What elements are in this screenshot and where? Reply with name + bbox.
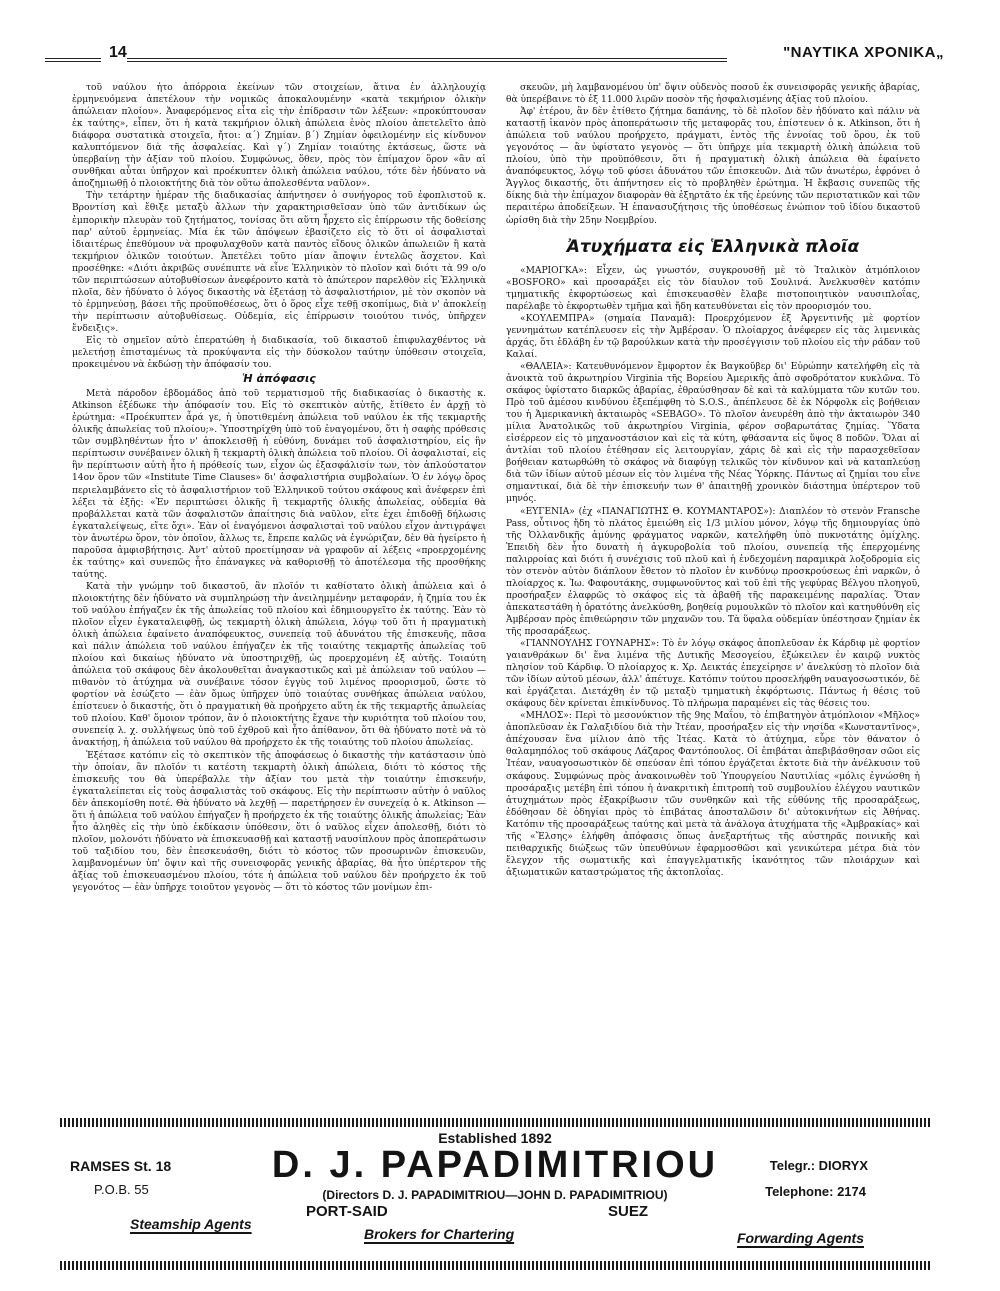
incident-paragraph: «ΜΗΛΟΣ»: Περὶ τὸ μεσονύκτιον τῆς 9ης Μαΐου, τὸ ἐπιβατηγὸν ἀτμόπλοιον «Μῆλος» ἀποπλεῦσαν ἐκ Γαλαξιδίου διὰ τὴν Ἰτέαν, προσήραξεν εἰς τὴν νησίδα «Κωνσταντῖνος», ἀπέχουσαν ἕνα μίλιον ἀπὸ τῆς Ἰτέας. Κατὰ τὸ ἀτύχημα, εὗρε τὸν θάνατον ὁ θαλαμηπόλος τοῦ σκάφους Λάζαρος Φαντόπουλος. Οἱ ἐπιβάται ἀπεβιβάσθησαν σῶοι εἰς Ἰτέαν, ναυαγοσωστικὸν δὲ σπεύσαν ἐπὶ τόπου ἐργάζεται ἐκτοτε διὰ τὴν ἀνέλκυσιν τοῦ σκάφους. Συμφώνως πρὸς ἀνακοινωθὲν τοῦ Ὑπουργείου Ναυτιλίας «μόλις ἐγνώσθη ἡ προσάραξις μετέβη ἐπὶ τόπου ἡ ἀνακριτικὴ ἐπιτροπὴ τοῦ συμβουλίου ἐλέγχου ναυτικῶν ἀτυχημάτων πρὸς ἐξακρίβωσιν τῶν συνθηκῶν καὶ τῆς εὐθύνης τῆς προσαράξεως, ἐδόθησαν δὲ ὁδηγίαι πρὸς τὸ ἐπιβάτας ἀποσταλῶσιν δι' αὐτοκινήτων εἰς Ἀθήνας. Κατόπιν τῆς προσαράξεως ταύτης καὶ μετὰ τὰ ἀνάλογα ἀτυχήματα τῆς «Ἀμβρακίας» καὶ τῆς «Ἔλσης» ἐλήφθη ἀπόφασις ὅπως ἀνεξαρτήτως τῆς αὐστηρᾶς ποινικῆς καὶ πειθαρχικῆς διώξεως τῶν ὑπευθύνων ἐφαρμοσθῶσι καὶ γενικώτερα μέτρα διὰ τὸν ἔλεγχον τῆς σωματικῆς καὶ ἐπαγγελματικῆς ἱκανότητος τῶν πλοιάρχων καὶ ἀξιωματικῶν καταστρώματος τῆς ἀκτοπλοΐας. xyxy=(506,711,920,878)
right-column xyxy=(506,82,920,1094)
ad-address: RAMSES St. 18 xyxy=(70,1158,172,1174)
ad-border-bottom xyxy=(60,1261,930,1270)
incident-paragraph: «ΜΑΡΙΟΓΚΑ»: Εἶχεν, ὡς γνωστόν, συγκρουσθῇ μὲ τὸ Ἰταλικὸν ἀτμόπλοιον «BOSFORO» καὶ προσαράξει εἰς τὸν δίαυλον τοῦ Σουλινά. Ἀνελκυσθὲν κατόπιν τμηματικῆς ἐκφορτώσεως καὶ ἐπισκευασθὲν ἔλαβε πιστοποιητικὸν ναυσιπλοΐας, παρέλαβε τὸ ἐκφορτωθὲν τμῆμα καὶ ἤδη κατευθύνεται εἰς τὸν προορισμόν του. xyxy=(506,265,920,312)
article-paragraph: Ἀφ' ἑτέρου, ἂν δὲν ἐτίθετο ζήτημα δαπάνης, τὸ δὲ πλοῖον δὲν ἠδύνατο καὶ πάλιν νὰ καταστῇ ἱκανὸν πρὸς ἀποπεράτωσιν τῆς μεταφορᾶς του, ἐπίστευεν ὁ κ. Atkinson, ὅτι ἡ ἀπώλεια τοῦ ναύλου προήρχετο, πράγματι, ἐντὸς τῆς ἐννοίας τοῦ ὅρου, ἐκ τοῦ γεγονότος — ἂν ὑφίστατο γεγονὸς — ὅτι ὑπῆρχε μία τεκμαρτὴ ὁλικὴ ἀπώλεια τοῦ πλοίου, ὑπὸ τὴν προϋπόθεσιν, ὅτι ἡ πραγματικὴ ὁλικὴ ἀπώλεια θὰ ἐφαίνετο ἀναπόφευκτος, λόγῳ τοῦ φύσει ἀδυνάτου τῶν ἐπισκευῶν. Διὰ τῶν ἀνωτέρω, ἐφρόνει ὁ Ἄγγλος δικαστής, ὅτι ἀπήντησεν εἰς τὸ προβληθὲν ἐρώτημα. Ἡ ἔκβασις συνεπῶς τῆς δίκης διὰ τὴν ἐπίμαχον διαφορὰν θὰ ἐξηρτᾶτο ἐκ τῆς ἐρεύνης τῶν περιστατικῶν καὶ τῶν περαιτέρω ἀποδείξεων. Ἡ ἐπανασυζήτησις τῆς ὑποθέσεως ἐνώπιον τοῦ ἰδίου δικαστοῦ ὡρίσθη διὰ τὴν 25ην Νοεμβρίου. xyxy=(506,107,920,226)
header-rule-left xyxy=(45,58,101,62)
ad-forwarding-agents: Forwarding Agents xyxy=(736,1230,864,1246)
article-paragraph: σκευῶν, μὴ λαμβανομένου ὑπ' ὄψιν οὐδενὸς ποσοῦ ἐκ συνεισφορᾶς γενικῆς ἀβαρίας, θὰ ὑπερέβαινε τὸ ἐξ 11.000 λιρῶν ποσὸν τῆς ἠσφαλισμένης ἀξίας τοῦ πλοίου. xyxy=(506,83,920,106)
decision-subheading: Ἡ ἀπόφασις xyxy=(242,372,316,386)
article-paragraph: Εἰς τὸ σημεῖον αὐτὸ ἐπερατώθη ἡ διαδικασία, τοῦ δικαστοῦ ἐπιφυλαχθέντος νὰ μελετήσῃ ἐπισταμένως τὰ προκύψαντα εἰς τὴν δύσκολον ταύτην ὑπόθεσιν στοιχεῖα, προκειμένου νὰ ἐκδώσῃ τὴν ἀπόφασίν του. xyxy=(72,335,486,371)
ad-directors: (Directors D. J. PAPADIMITRIOU—JOHN D. PAPADIMITRIOU) xyxy=(322,1188,668,1202)
ad-pob: P.O.B. 55 xyxy=(94,1182,149,1197)
incident-paragraph: «ΘΑΛΕΙΑ»: Κατευθυνόμενον ἔμφορτον ἐκ Βαγκοῦβερ δι' Εὐρώπην κατελήφθη εἰς τὰ ἀνοικτὰ τοῦ ἀκρωτηρίου Virginia τῆς Βορείου Ἀμερικῆς ἀπὸ σφοδρότατον κυκλῶνα. Τὸ σκάφος ὑφίστατο διαρκῶς ἀβαρίας, ἐθραύσθησαν δὲ καὶ τὰ καλύμματα τῶν κυτῶν του. Πρὸ τοῦ ἀμέσου κινδύνου ἐξεπέμφθη τὸ S.O.S., ἀπέπλευσε δὲ ἐκ Νόρφολκ εἰς βοήθειαν του ἡ Ἀμερικανικὴ ἀκταιωρὸς «SEBAGO». Τὸ πλοῖον ἀνευρέθη ἀπὸ τὴν ἀκταιωρὸν 340 μίλια Ἀνατολικῶς τοῦ ἀκρωτηρίου Virginia, φέρον σοβαρωτάτας ζημίας. Ὕδατα εἰσέρρεον εἰς τὸ μηχανοστάσιον καὶ εἰς τὰ κύτη, φθάσαντα εἰς ὕψος 8 ποδῶν. Ὅλαι αἱ ἀντλίαι τοῦ πλοίου ἐτέθησαν εἰς λειτουργίαν, χάρις δὲ καὶ εἰς τὴν παρασχεθεῖσαν βοήθειαν κατωρθώθη τὸ σκάφος νὰ διαφύγῃ τελικῶς τὸν κίνδυνον καὶ νὰ καταπλεύσῃ διὰ τῶν ἰδίων αὐτοῦ μέσων εἰς τὸν λιμένα τῆς Νέας Ὑόρκης. Πάντως αἱ ζημίαι του εἶνε σημαντικαί, διὰ δὲ τὴν ἐπισκευήν των θ' ἀπαιτηθῇ χρονικὸν διάστημα ὑπέρτερον τοῦ μηνός. xyxy=(506,361,920,505)
left-column xyxy=(72,82,486,1094)
advertisement-box xyxy=(60,1118,930,1270)
incident-paragraph: «ΓΙΑΝΝΟΥΛΗΣ ΓΟΥΝΑΡΗΣ»: Τὸ ἐν λόγῳ σκάφος ἀποπλεῦσαν ἐκ Κάρδιφ μὲ φορτίον γαιανθράκων δι' ἕνα λιμένα τῆς Δυτικῆς Μεσογείου, ἐξώκειλεν ἐν καιρῷ νυκτὸς πλησίον τοῦ Κάρδιφ. Ὁ πλοίαρχος κ. Χρ. Δεικτάς ἐπεχείρησε ν' ἀνελκύσῃ τὸ πλοῖον διὰ τῶν ἰδίων αὐτοῦ μέσων, ἀλλ' ἀπέτυχε. Κατόπιν τούτου προσελήφθη ναυαγοσωστικόν, δὲ καὶ ἐργάζεται. Διετάχθη ἐν τῷ μεταξὺ τμηματικὴ ἐκφόρτωσις. Πάντως ἡ θέσις τοῦ σκάφους δὲν κρίνεται ἐπικίνδυνος. Τὸ πλήρωμα παραμένει εἰς τὰς θέσεις του. xyxy=(506,639,920,710)
ad-telegraph: Telegr.: DIORYX xyxy=(769,1158,868,1173)
incident-paragraph: «ΚΟΥΛΕΜΠΡΑ» (σημαία Παναμᾶ): Προερχόμενον ἐξ Ἀργεντινῆς μὲ φορτίον γεννημάτων κατέπλευσεν εἰς τὴν Ἀμβέρσαν. Ὁ πλοίαρχος ἀνέφερεν εἰς τὰς λιμενικὰς ἀρχάς, ὅτι ἐδλάβη ἐν τῷ βαρούλκων κατὰ τὴν προσέγγισιν τοῦ πλοίου εἰς τὴν ράδαν τοῦ Καλαί. xyxy=(506,313,920,360)
article-paragraph: Ἐξέτασε κατόπιν εἰς τὸ σκεπτικὸν τῆς ἀποφάσεως ὁ δικαστὴς τὴν κατάστασιν ὑπὸ τὴν ὁποίαν, ἂν πλοῖόν τι κατέστη τεκμαρτὴ ὁλικὴ ἀπώλεια, διότι τὸ κόστος τῆς ἐπισκευῆς του θὰ ὑπερέβαλλε τὴν ἀξίαν του μετὰ τὴν τοιαύτην ἐπισκευήν, ἐγκαταλείπεται εἰς τοὺς ἀσφαλιστὰς τοῦ σκάφους. Εἰς τὴν περίπτωσιν αὐτὴν ὁ ναῦλος δὲν ἀπεκομίσθη ποτέ. Θὰ ἠδύνατο νὰ λεχθῇ — παρετήρησεν ἐν συνεχείᾳ ὁ κ. Atkinson — ὅτι ἡ ἀπώλεια τοῦ ναύλου ἐπήγαζεν ἢ προήρχετο ἐκ τῆς τοιαύτης ὁλικῆς ἀπωλείας; Ἐὰν ἦτο ἀληθὲς εἰς τὴν ὑπὸ ἐκδίκασιν ὑπόθεσιν, ὅτι ὁ ναῦλος εἶχεν ἀπολεσθῇ, διότι τὸ πλοῖον, μολονότι ἠδύνατο νὰ ἐπισκευασθῇ καὶ καταστῇ ναυσίπλουν πρὸς ἀποπεράτωσιν τοῦ ταξιδίου του, δὲν ἐπεσκευάσθη, διότι τὸ κόστος τῶν προσωρινῶν ἐπισκευῶν, λαμβανομένων ὑπ' ὄψιν καὶ τῆς συνεισφορᾶς γενικῆς ἀβαρίας, θὰ ἦτο ὑπέρτερον τῆς ἀξίας τοῦ ἐπισκευασμένου πλοίου, τότε ἡ ἀπώλεια τοῦ ναύλου δὲν προήρχετο ἐκ τοῦ γεγονότος — ἐὰν ὑπῆρχε τοιοῦτον γεγονὸς — ὅτι τὸ κόστος τῶν μονίμων ἐπι- xyxy=(72,750,486,894)
article-paragraph: Τὴν τετάρτην ἡμέραν τῆς διαδικασίας ἀπήντησεν ὁ συνήγορος τοῦ ἐφοπλιστοῦ κ. Βροντίση καὶ ἔθιξε μεταξὺ ἄλλων τὴν χαρακτηρισθεῖσαν ὑπὸ τῶν ἀντιδίκων ὡς ἐμπορικὴν πλευρὰν τοῦ ζητήματος, τονίσας ὅτι αὕτη ἦρχετο εἰς ἐπίρρωσιν τῆς δοθείσης παρ' αὐτοῦ ἑρμηνείας. Μία ἐκ τῶν ἀπόψεων ἐβασίζετο εἰς τὸ ὅτι οἱ ἀσφαλισταὶ ἰδιαιτέρως ἐπεθύμουν νὰ προφυλαχθοῦν κατὰ παντὸς εἴδους ὁλικῶν ἀπωλειῶν ἢ κατὰ τεκμήριον ὁλικῶν τοιούτων. Ἀπετέλει τοῦτο μίαν ἄποψιν ἐντελῶς ἄσχετον. Καὶ προσέθηκε: «Διότι ἀκριβῶς συνέπιπτε νὰ εἶνε Ἑλληνικὸν τὸ πλοῖον καὶ διότι τὰ 99 ο/ο τῶν περιπτώσεων αὐτοβυθίσεων ἀνεφέροντο κατὰ τὸ ἀπώτερον παρελθὸν εἰς Ἑλληνικὰ πλοῖα, δὲν ἠδύνατο ὁ λόγος δικαστὴς νὰ ἐξετάσῃ τὸ ἀσφαλιστήριον, μὲ τὸν σκοπὸν νὰ τὸ ἑρμηνεύσῃ, βάσει τῆς προϋποθέσεως, ὅτι ὁ ὅρος εἶχε τεθῇ σκοπίμως, διὰ ν' ἀποκλείῃ τὴν περίπτωσιν αὐτοβυθίσεως. Οὐδεμία, εἰς ἐπίρρωσιν τοιούτου τινός, ὑπῆρχεν ἔνδειξις». xyxy=(72,191,486,334)
article-paragraph: Κατὰ τὴν γνώμην τοῦ δικαστοῦ, ἂν πλοῖόν τι καθίστατο ὁλικὴ ἀπώλεια καὶ ὁ πλοιοκτήτης δὲν ἠδύνατο νὰ συμπληρώσῃ τὴν ἀνειλημμένην μεταφοράν, ἡ ζημία του ἐκ τοῦ ναύλου ἐπήγαζεν ἐκ τῆς ἀπωλείας τοῦ πλοίου καὶ ἐδημιουργεῖτο ἐκ ταύτης. Ἐὰν τὸ πλοῖον εἶχεν ἐγκαταλειφθῇ, ὡς τεκμαρτὴ ὁλικὴ ἀπώλεια, λόγῳ τοῦ ὅτι ἡ πραγματικὴ ὁλικὴ ἀπώλεια ἐφαίνετο ἀναπόφευκτος, συνεπείᾳ τοῦ ἀδυνάτου τῆς ἐπισκευῆς, πᾶσα καὶ πάλιν ἀπώλεια τοῦ ναύλου ἐπήγαζεν ἐκ τῆς τοιαύτης τεκμαρτῆς ἀπωλείας τοῦ πλοίου καὶ δικαίως ἠδύνατο νὰ ὑποστηριχθῇ, ὡς προερχομένη ἐξ αὐτῆς. Τοιαύτη ἀπώλεια τοῦ σκάφους δὲν ἀκολουθεῖται ἀναγκαστικῶς καὶ μὲ ἀπώλειαν τοῦ ναύλου — πιθανὸν τὸ ἀτύχημα νὰ συνέβαινε τόσον ἐγγὺς τοῦ λιμένος προορισμοῦ, ὥστε τὸ φορτίον νὰ ἐσώζετο — ἐὰν ὅμως ὑπῆρχεν ὑπὸ τοιαύτας συνθήκας ἀπώλεια ναύλου, ἐπίστευεν ὁ δικαστής, ὅτι ὁ πραγματικὴ θὰ προήρχετο αὕτη ἐκ τῆς τεκμαρτῆς ἀπωλείας τοῦ πλοίου. Καθ' ὅμοιον τρόπον, ἂν ὁ πλοιοκτήτης ἔχανε τὴν κυριότητα τοῦ πλοίου του, συνεπείᾳ λ. χ. συλλήψεως ὑπὸ τοῦ ἐχθροῦ καὶ ἦτο ἀπίθανον, ὅτι θὰ ἠδύνατο ποτὲ νὰ τὸ ἀνακτήσῃ, ἡ ἀπώλεια τοῦ ναύλου θὰ προήρχετο ἐκ τῆς τοιαύτης τοῦ πλοίου ἀπωλείας. xyxy=(72,581,486,749)
page-header xyxy=(45,42,950,72)
article-paragraph: Μετὰ πάροδον ἑβδομάδος ἀπὸ τοῦ τερματισμοῦ τῆς διαδικασίας ὁ δικαστὴς κ. Atkinson ἐξέδωκε τὴν ἀπόφασίν του. Εἰς τὸ σκεπτικὸν αὐτῆς, ἔτίθετο ἐν ἀρχῇ τὸ ἐρώτημα: «Προέκυπτεν ἆρά γε, ἡ ὑποτιθεμένη ἀπώλεια τοῦ ναύλου ἐκ τῆς τεκμαρτῆς ὁλικῆς ἀπωλείας τοῦ πλοίου;». Ὑποστηρίχθη ὑπὸ τοῦ ἐναγομένου, ὅτι ἡ σαφὴς πρόθεσις τῶν συμβληθέντων ἦτο ν' ἀποκλεισθῇ ἡ εὐθύνη, δυνάμει τοῦ ἀσφαλιστηρίου, εἰς ἣν περίπτωσιν συνέβαινεν ὁλικὴ ἢ τεκμαρτὴ ὁλικὴ ἀπώλεια τοῦ πλοίου. Οἱ ἀσφαλισταί, εἰς ἣν περίπτωσιν αὐτὴ ἦτο ἡ πρόθεσίς των, εἶχον ὡς ἐξασφάλισίν των, τὸν ἀπλούστατον 14ον ὅρον τῶν «Institute Time Clauses» δι' ἀσφαλιστήρια συμβολαίων. Ὁ ἐν λόγῳ ὅρος περιελαμβάνετο εἰς τὸ ἀσφαλιστήριον τοῦ Ἑλληνικοῦ τούτου σκάφους καὶ ἀνέφερεν ἐπὶ λέξει τὰ ἑξῆς: «Ἐν περιπτώσει ὁλικῆς ἢ τεκμαρτῆς ὁλικῆς ἀπωλείας, οὐδεμία θὰ προβάλλεται κατὰ τῶν ἀσφαλιστῶν ἀπαίτησις διὰ ναῦλον, εἴτε ἐχει ἐπιδοθῇ δήλωσις ἐγκαταλείψεως, εἴτε ὄχι». Ἐὰν οἱ ἐναγόμενοι ἀσφαλισταὶ τοῦ ναύλου εἶχον ἀντιγράψει τὸν ἀνωτέρω ὅρον, τὸν ὁποῖον, ἄλλως τε, ἔπρεπε καλῶς νὰ ἐγνώριζαν, δὲν θὰ ἠγείρετο ἡ παροῦσα ἀμφισβήτησις. Ἀντ' αὐτοῦ προετίμησαν νὰ γραφοῦν αἱ λέξεις «προερχομένης ἐκ ταύτης» καὶ συνεπῶς ἦτο ἐπάναγκες νὰ καθορισθῇ τὸ ἀποτέλεσμα τῆς προσθήκης ταύτης. xyxy=(72,389,486,580)
ad-telephone: Telephone: 2174 xyxy=(765,1184,866,1199)
header-rule-middle xyxy=(127,58,727,62)
article-paragraph: τοῦ ναύλου ἦτο ἀπόρροια ἐκείνων τῶν στοιχείων, ἅτινα ἐν ἀλληλουχίᾳ ἑρμηνευόμενα ἀπετέλουν τὴν νομικῶς ἀποκαλουμένην «κατὰ τεκμήριον ὁλικὴν ἀπώλειαν πλοίου». Ἀναφερόμενος εἶτα εἰς τὴν ἐπίδρασιν τῶν λέξεων: «προκύπτουσαν ἐκ ταύτης», εἶπεν, ὅτι ἡ κατὰ τεκμήριον ὁλικὴ ἀπώλεια ἑνὸς πλοίου ἀπετελεῖτο ἀπὸ διάφορα συστατικὰ στοιχεῖα, ἤτοι: α΄) Ζημίαν. β΄) Ζημίαν ὀφειλομένην εἰς κίνδυνον καλυπτόμενον διὰ τῆς ἀσφαλείας. Καὶ γ΄) Ζημίαν τοιαύτης ἐκτάσεως, ὥστε νὰ ὑπερβαίνῃ τὴν ἀξίαν τοῦ πλοίου. Συμφώνως, ὅθεν, πρὸς τὸν ἐπίμαχον ὅρον «ἂν αἱ συνθῆκαι αὗται ὑπῆρχον καὶ προέκυπτεν ὁλικὴ ἀπώλεια ναύλου, τότε δὲν ἠδύνατο νὰ ἀποζημιωθῇ ὁ πλοιοκτήτης διὰ τὸν οὕτω ἀπολεσθέντα ναῦλον». xyxy=(72,83,486,190)
ad-city-port-said: PORT-SAID xyxy=(306,1203,388,1220)
accidents-section-heading: Ἀτυχήματα εἰς Ἑλληνικὰ πλοῖα xyxy=(566,236,860,257)
incident-paragraph: «ΕΥΓΕΝΙΑ» (ἐχ «ΠΑΝΑΓΙΩΤΗΣ Θ. ΚΟΥΜΑΝΤΑΡΟΣ»): Διαπλέον τὸ στενὸν Fransche Pass, οὗτινος ἤδη τὸ πλάτος ἐμειώθη εἰς 1/3 μιλίου μόνον, λόγῳ τῆς δημιουργίας ὑπὸ τῆς Ὀλλανδικῆς ἀμύνης φράγματος ναρκῶν, κατελήφθη ὑπὸ πυκνοτάτης ὁμίχλης. Ἐπειδὴ δὲν ἦτο δυνατὴ ἡ ἀγκυροβολία τοῦ πλοίου, συνεπείᾳ τῆς ἐπερχομένης παλιρροίας καὶ διότι ἡ συνέχισις τοῦ πλοῦ καὶ ἡ ἐνδεχομένη παραμικρὰ λοξοδρομία εἰς τὸν στενὸν αὐτὸν διάπλουν ἔθετον τὸ πλοῖον ἐν κινδύνῳ προσκρούσεως ἐπὶ ναρκῶν, ὁ πλοίαρχος κ. Ἰω. Φαφουτάκης, συμφωνοῦντος καὶ τοῦ ἐπὶ τῆς γεφύρας Βέλγου πλοηγοῦ, προσήραξεν ἐλαφρῶς τὸ σκάφος εἰς τὰ ἀβαθῆ τῆς παρακειμένης παραλίας. Ὅταν ἀπεκατεστάθη ἡ ὁρατότης ἀνελκύσθη, βοηθείᾳ ρυμουλκῶν τὸ πλοῖον καὶ κατηυθύνθη εἰς Ἀμβέρσαν πρὸς ἐπιθεώρησιν τῶν μηχανῶν του. Τὰ ὕφαλα οὐδεμίαν ὑπέστησαν ζημίαν ἐκ τῆς προσαράξεως. xyxy=(506,506,920,637)
ad-steamship-agents: Steamship Agents xyxy=(130,1216,252,1232)
ad-border-top xyxy=(60,1118,930,1127)
ad-established: Established 1892 xyxy=(438,1130,552,1146)
ad-firm-name: D. J. PAPADIMITRIOU xyxy=(271,1144,719,1186)
page-number: 14 xyxy=(109,44,127,61)
masthead-title: "ΝΑΥΤΙΚΑ ΧΡΟΝΙΚΑ„ xyxy=(783,44,944,61)
ad-city-suez: SUEZ xyxy=(608,1203,649,1220)
ad-brokers-chartering: Brokers for Chartering xyxy=(364,1226,515,1242)
